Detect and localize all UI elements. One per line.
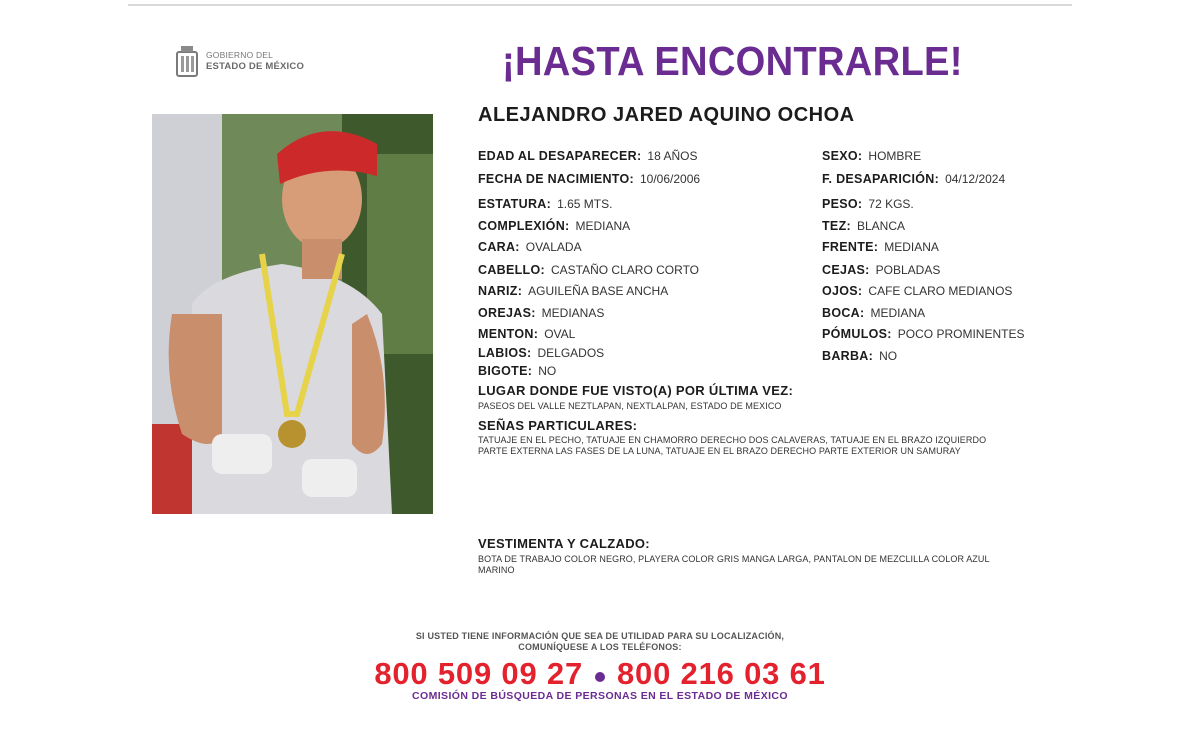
field-value: MEDIANAS: [541, 306, 605, 320]
field-value: MEDIANA: [870, 306, 926, 320]
field-forehead: [822, 239, 939, 255]
field-nose: [478, 283, 668, 299]
field-label: BOCA:: [822, 306, 865, 320]
field-label: OJOS:: [822, 284, 863, 298]
field-mustache: [478, 363, 556, 379]
field-value: OVAL: [544, 327, 576, 341]
field-label: ESTATURA:: [478, 197, 552, 211]
field-disappearance-date: [822, 171, 1005, 187]
field-height: [478, 196, 612, 212]
field-label: F. DESAPARICIÓN:: [822, 172, 940, 186]
field-value: BLANCA: [856, 219, 906, 233]
phone-number-2[interactable]: 800 216 03 61: [617, 656, 826, 691]
field-sex: [822, 148, 921, 164]
field-ears: [478, 305, 604, 321]
field-label: NARIZ:: [478, 284, 523, 298]
field-value: NO: [538, 364, 557, 378]
field-label: FRENTE:: [822, 240, 879, 254]
field-label: BARBA:: [822, 349, 874, 363]
field-cheekbones: [822, 326, 1024, 342]
coat-of-arms-icon: [174, 44, 200, 78]
field-hair: [478, 262, 699, 278]
field-face: [478, 239, 582, 255]
field-label: OREJAS:: [478, 306, 536, 320]
field-label: SEXO:: [822, 149, 863, 163]
field-label: BIGOTE:: [478, 364, 533, 378]
clothing-title: VESTIMENTA Y CALZADO:: [478, 536, 650, 551]
field-eyebrows: [822, 262, 940, 278]
field-label: CEJAS:: [822, 263, 870, 277]
phone-numbers: [300, 656, 900, 692]
last-seen-text: PASEOS DEL VALLE NEZTLAPAN, NEXTLALPAN, ESTADO DE MEXICO: [478, 401, 782, 411]
field-complexion: [822, 218, 905, 234]
particular-signs-title: SEÑAS PARTICULARES:: [478, 418, 638, 433]
separator-dot-icon: [595, 672, 605, 682]
government-logo: [174, 44, 304, 78]
field-beard: [822, 348, 897, 364]
info-note-line-2: COMUNÍQUESE A LOS TELÉFONOS:: [518, 642, 682, 652]
field-chin: [478, 326, 575, 342]
field-label: PESO:: [822, 197, 863, 211]
field-value: CASTAÑO CLARO CORTO: [550, 263, 700, 277]
field-value: AGUILEÑA BASE ANCHA: [528, 284, 669, 298]
field-label: LABIOS:: [478, 346, 532, 360]
field-value: HOMBRE: [868, 149, 922, 163]
top-divider: [128, 4, 1072, 6]
logo-line-1: GOBIERNO DEL: [206, 50, 274, 60]
field-value: MEDIANA: [884, 240, 939, 254]
field-value: NO: [879, 349, 898, 363]
missing-person-photo: [152, 114, 433, 514]
logo-line-2: ESTADO DE MÉXICO: [206, 61, 305, 72]
clothing-line-2: MARINO: [478, 565, 515, 575]
field-value: MEDIANA: [575, 219, 631, 233]
particular-signs-line-1: TATUAJE EN EL PECHO, TATUAJE EN CHAMORRO DERECHO DOS CALAVERAS, TATUAJE EN EL BRAZO IZQUIERDO: [478, 435, 987, 445]
field-weight: [822, 196, 914, 212]
field-label: FECHA DE NACIMIENTO:: [478, 172, 634, 186]
field-value: 10/06/2006: [640, 172, 701, 186]
field-value: 18 AÑOS: [647, 149, 698, 163]
field-label: TEZ:: [822, 219, 851, 233]
info-note-line-1: SI USTED TIENE INFORMACIÓN QUE SEA DE UTILIDAD PARA SU LOCALIZACIÓN,: [415, 631, 785, 641]
field-label: PÓMULOS:: [822, 327, 892, 341]
field-eyes: [822, 283, 1012, 299]
field-value: POBLADAS: [875, 263, 941, 277]
field-label: CARA:: [478, 240, 520, 254]
field-value: DELGADOS: [537, 346, 605, 360]
phone-number-1[interactable]: 800 509 09 27: [374, 656, 583, 691]
field-label: MENTON:: [478, 327, 539, 341]
field-lips: [478, 345, 604, 361]
particular-signs-line-2: PARTE EXTERNA LAS FASES DE LA LUNA, TATUAJE EN EL BRAZO DERECHO PARTE EXTERIOR UN SAMURAY: [478, 446, 961, 456]
last-seen-title: LUGAR DONDE FUE VISTO(A) POR ÚLTIMA VEZ:: [478, 383, 794, 398]
field-mouth: [822, 305, 925, 321]
field-birth-date: [478, 171, 700, 187]
headline: ¡HASTA ENCONTRARLE!: [502, 38, 963, 84]
person-name: ALEJANDRO JARED AQUINO OCHOA: [478, 104, 855, 126]
field-value: OVALADA: [525, 240, 582, 254]
clothing-line-1: BOTA DE TRABAJO COLOR NEGRO, PLAYERA COLOR GRIS MANGA LARGA, PANTALON DE MEZCLILLA COLOR AZUL: [478, 554, 990, 564]
field-label: COMPLEXIÓN:: [478, 219, 570, 233]
field-value: CAFE CLARO MEDIANOS: [868, 284, 1013, 298]
field-label: EDAD AL DESAPARECER:: [478, 149, 642, 163]
field-build: [478, 218, 630, 234]
field-value: 1.65 MTS.: [557, 197, 613, 211]
field-value: POCO PROMINENTES: [897, 327, 1025, 341]
field-value: 04/12/2024: [945, 172, 1006, 186]
field-label: CABELLO:: [478, 263, 545, 277]
field-value: 72 KGS.: [868, 197, 914, 211]
commission-name: COMISIÓN DE BÚSQUEDA DE PERSONAS EN EL ESTADO DE MÉXICO: [412, 690, 788, 702]
field-age: [478, 148, 697, 164]
